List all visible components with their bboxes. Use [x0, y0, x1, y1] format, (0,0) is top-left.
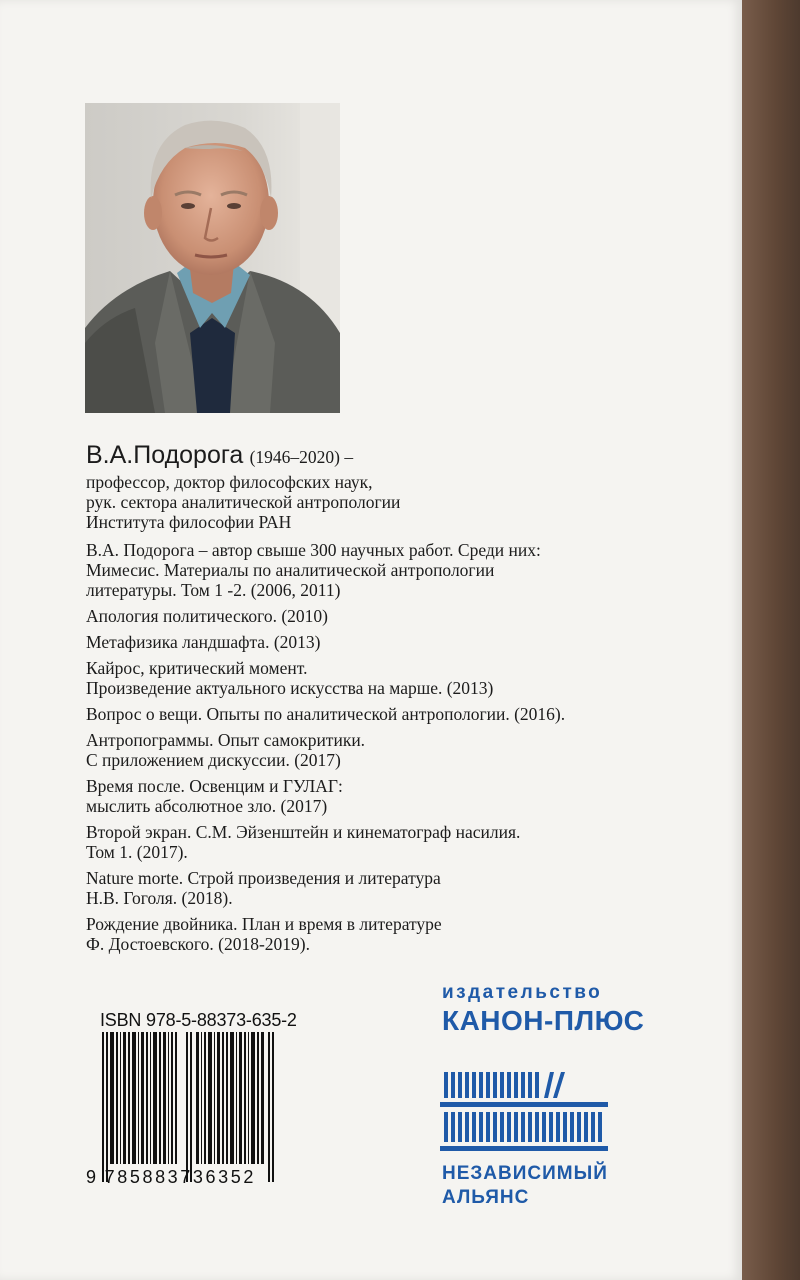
work-line: Н.В. Гоголя. (2018). [86, 888, 233, 908]
work-entry [86, 868, 686, 908]
work-entry [86, 776, 686, 816]
barcode-digits-group: 785883 [104, 1167, 181, 1187]
work-line: Метафизика ландшафта. (2013) [86, 632, 321, 652]
works-intro-line: литературы. Том 1 -2. (2006, 2011) [86, 580, 341, 600]
author-title-line: профессор, доктор философских наук, [86, 472, 373, 492]
work-entry [86, 606, 686, 626]
author-years: (1946–2020) – [249, 447, 354, 467]
author-name: В.А.Подорога [86, 441, 244, 469]
work-line: Антропограммы. Опыт самокритики. [86, 730, 366, 750]
work-line: Вопрос о вещи. Опыты по аналитической антропологии. (2016). [86, 704, 566, 724]
publisher-logo [442, 982, 672, 1036]
work-line: Nature morte. Строй произведения и литература [86, 868, 441, 888]
work-line: С приложением дискуссии. (2017) [86, 750, 341, 770]
works-intro-line: В.А. Подорога – автор свыше 300 научных работ. Среди них: [86, 540, 541, 560]
author-title-line: Института философии РАН [86, 512, 292, 532]
author-title-line: рук. сектора аналитической антропологии [86, 492, 401, 512]
alliance-label [442, 1162, 642, 1210]
work-line: Рождение двойника. План и время в литературе [86, 914, 442, 934]
work-line: Произведение актуального искусства на марше. (2013) [86, 678, 494, 698]
publisher-name: КАНОН-ПЛЮС [442, 1005, 645, 1036]
work-line: Ф. Достоевского. (2018-2019). [86, 934, 311, 954]
author-heading [86, 440, 686, 472]
barcode-digits [86, 1167, 286, 1188]
barcode-digits-group: 736352 [180, 1167, 256, 1187]
work-line: Время после. Освенцим и ГУЛАГ: [86, 776, 343, 796]
work-line: Апология политического. (2010) [86, 606, 329, 626]
publisher-label: издательство [442, 982, 603, 1003]
works-intro-line: Мимесис. Материалы по аналитической антропологии [86, 560, 495, 580]
work-line: мыслить абсолютное зло. (2017) [86, 796, 328, 816]
work-line: Второй экран. С.М. Эйзенштейн и кинематограф насилия. [86, 822, 521, 842]
work-entry [86, 632, 686, 652]
work-entry [86, 704, 686, 724]
work-entry [86, 914, 686, 954]
alliance-line: АЛЬЯНС [442, 1187, 530, 1208]
alliance-line: НЕЗАВИСИМЫЙ [442, 1163, 608, 1184]
book-spine [740, 0, 800, 1280]
work-line: Том 1. (2017). [86, 842, 188, 862]
works-intro [86, 540, 686, 600]
work-entry [86, 658, 686, 698]
work-entry [86, 822, 686, 862]
author-bio [86, 440, 686, 954]
work-entry [86, 730, 686, 770]
author-photo [85, 103, 340, 413]
isbn-label: ISBN 978-5-88373-635-2 [100, 1010, 297, 1030]
barcode-digit-first: 9 [86, 1167, 99, 1187]
work-line: Кайрос, критический момент. [86, 658, 308, 678]
publisher-logo-icon [440, 1066, 610, 1156]
